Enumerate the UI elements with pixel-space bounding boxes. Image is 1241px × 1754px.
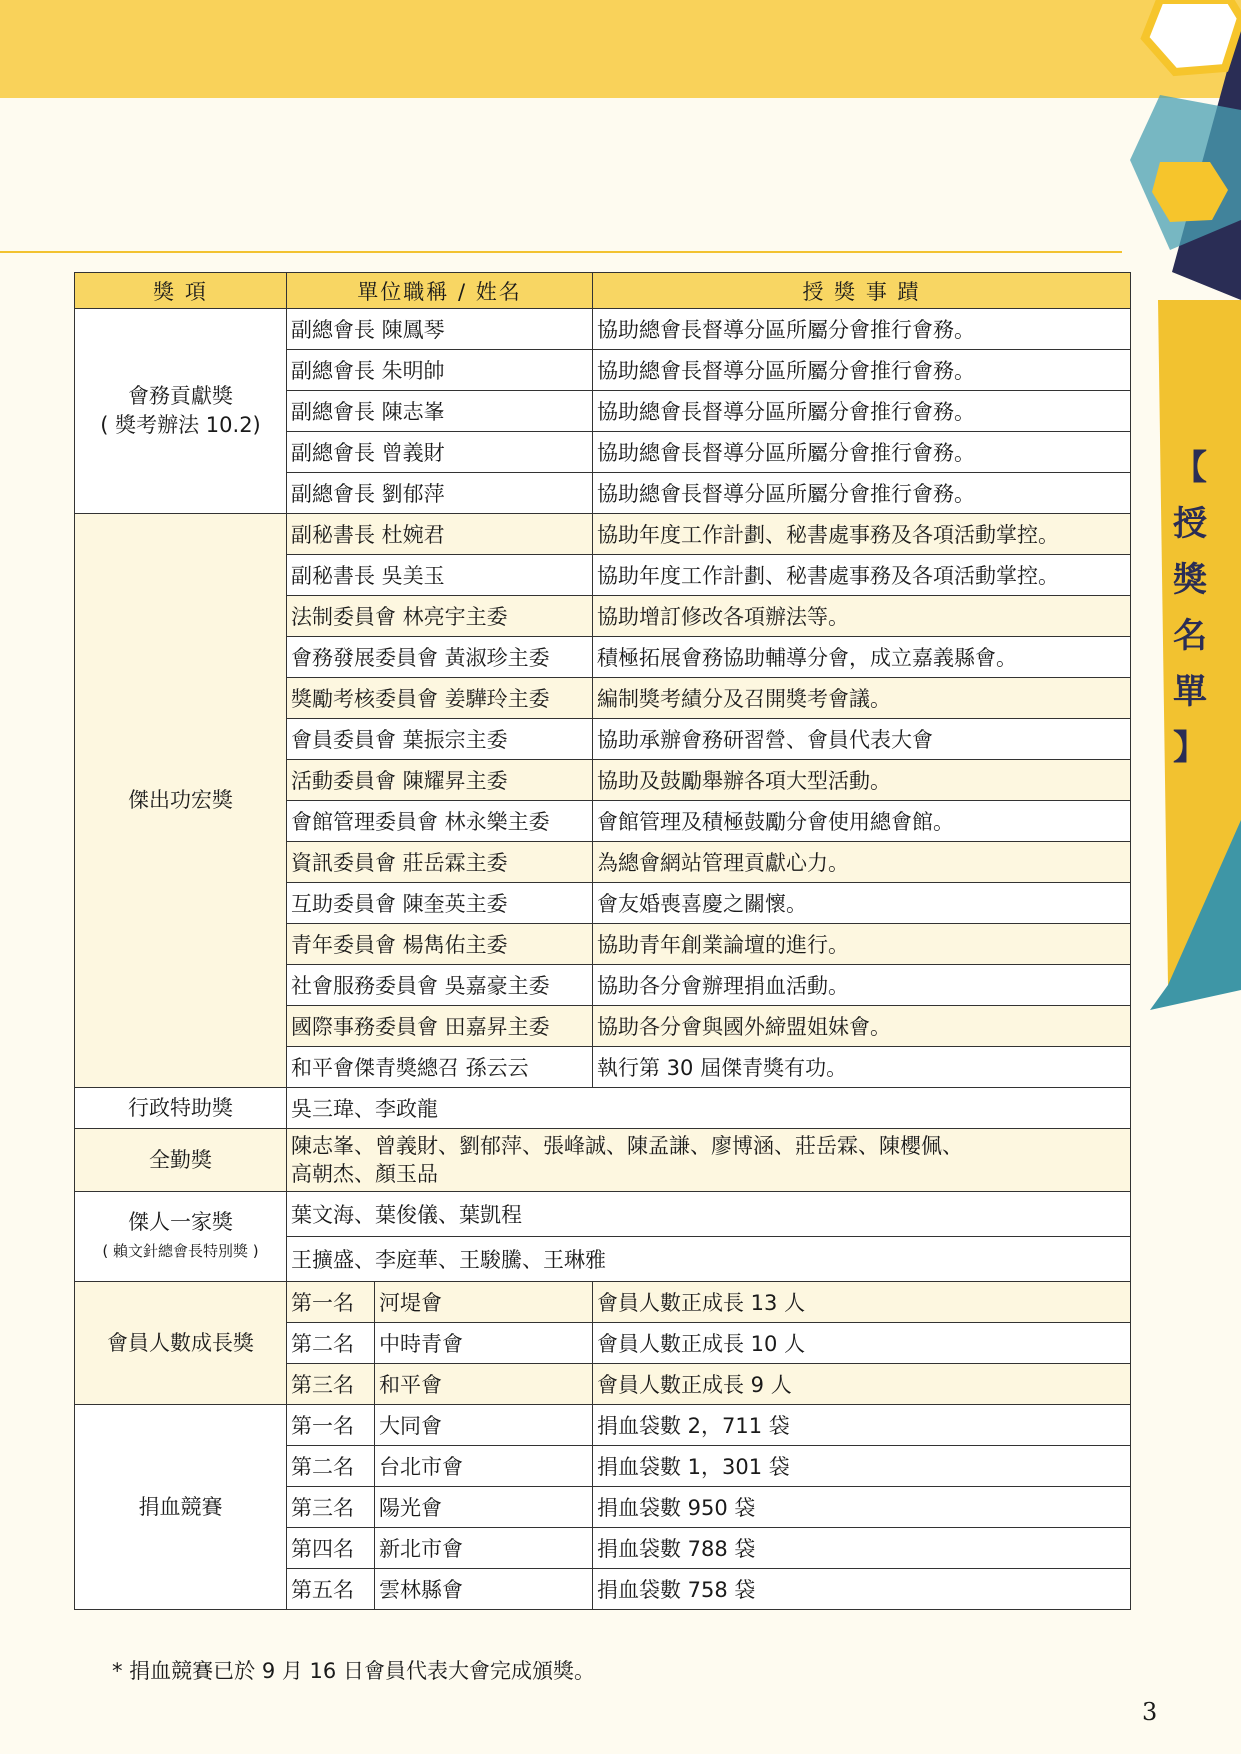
recipient: 副秘書長 杜婉君 xyxy=(287,514,593,555)
result: 捐血袋數 758 袋 xyxy=(593,1569,1131,1610)
table-row xyxy=(75,1405,1131,1446)
deed: 協助年度工作計劃、秘書處事務及各項活動掌控。 xyxy=(593,555,1131,596)
club: 台北市會 xyxy=(375,1446,593,1487)
award-category xyxy=(75,1088,287,1129)
award-category xyxy=(75,514,287,1088)
award-name: 捐血競賽 xyxy=(138,1494,223,1519)
recipient: 資訊委員會 莊岳霖主委 xyxy=(287,842,593,883)
club: 河堤會 xyxy=(375,1282,593,1323)
table-row xyxy=(75,1192,1131,1237)
rank: 第二名 xyxy=(287,1446,375,1487)
club: 雲林縣會 xyxy=(375,1569,593,1610)
recipient: 社會服務委員會 吳嘉豪主委 xyxy=(287,965,593,1006)
award-name: 傑出功宏獎 xyxy=(128,788,233,812)
table-row xyxy=(75,309,1131,350)
header-award: 獎 項 xyxy=(75,273,287,309)
side-title xyxy=(1160,440,1220,776)
footnote: * 捐血競賽已於 9 月 16 日會員代表大會完成頒獎。 xyxy=(112,1659,595,1683)
awards-table xyxy=(74,272,1131,1610)
result: 捐血袋數 1，301 袋 xyxy=(593,1446,1131,1487)
deed: 協助總會長督導分區所屬分會推行會務。 xyxy=(593,432,1131,473)
recipient: 副總會長 曾義財 xyxy=(287,432,593,473)
recipient: 國際事務委員會 田嘉昇主委 xyxy=(287,1006,593,1047)
recipients: 吳三瑋、李政龍 xyxy=(287,1088,1131,1129)
side-title-char: 】 xyxy=(1173,728,1207,768)
rank: 第二名 xyxy=(287,1323,375,1364)
award-name: 會員人數成長獎 xyxy=(107,1330,254,1355)
recipient: 副秘書長 吳美玉 xyxy=(287,555,593,596)
table-header-row xyxy=(75,273,1131,309)
award-category xyxy=(75,1405,287,1610)
table-row xyxy=(75,1129,1131,1192)
award-name: 行政特助獎 xyxy=(128,1095,233,1120)
club: 中時青會 xyxy=(375,1323,593,1364)
result: 捐血袋數 788 袋 xyxy=(593,1528,1131,1569)
deed: 編制獎考績分及召開獎考會議。 xyxy=(593,678,1131,719)
rank: 第一名 xyxy=(287,1405,375,1446)
deed: 為總會網站管理貢獻心力。 xyxy=(593,842,1131,883)
award-category xyxy=(75,309,287,514)
recipient: 會務發展委員會 黃淑珍主委 xyxy=(287,637,593,678)
result: 捐血袋數 2，711 袋 xyxy=(593,1405,1131,1446)
table-row xyxy=(75,1088,1131,1129)
recipients-line: 陳志峯、曾義財、劉郁萍、張峰誠、陳孟謙、廖博涵、莊岳霖、陳櫻佩、 xyxy=(291,1134,963,1158)
recipients-line: 高朝杰、顏玉品 xyxy=(291,1162,438,1186)
award-category xyxy=(75,1129,287,1192)
side-title-char: 獎 xyxy=(1173,560,1207,600)
result: 捐血袋數 950 袋 xyxy=(593,1487,1131,1528)
award-subtitle: ( 賴文針總會長特別獎 ) xyxy=(102,1241,259,1260)
table-row xyxy=(75,1282,1131,1323)
deed: 協助年度工作計劃、秘書處事務及各項活動掌控。 xyxy=(593,514,1131,555)
recipient: 青年委員會 楊雋佑主委 xyxy=(287,924,593,965)
result: 會員人數正成長 13 人 xyxy=(593,1282,1131,1323)
page-number: 3 xyxy=(1142,1698,1158,1726)
rank: 第一名 xyxy=(287,1282,375,1323)
club: 和平會 xyxy=(375,1364,593,1405)
recipients: 葉文海、葉俊儀、葉凱程 xyxy=(287,1192,1131,1237)
award-category xyxy=(75,1282,287,1405)
club: 新北市會 xyxy=(375,1528,593,1569)
recipients xyxy=(287,1129,1131,1192)
deed: 協助總會長督導分區所屬分會推行會務。 xyxy=(593,473,1131,514)
deed: 協助總會長督導分區所屬分會推行會務。 xyxy=(593,391,1131,432)
deed: 協助及鼓勵舉辦各項大型活動。 xyxy=(593,760,1131,801)
recipient: 互助委員會 陳奎英主委 xyxy=(287,883,593,924)
deed: 協助增訂修改各項辦法等。 xyxy=(593,596,1131,637)
recipient: 副總會長 朱明帥 xyxy=(287,350,593,391)
award-category xyxy=(75,1192,287,1282)
result: 會員人數正成長 10 人 xyxy=(593,1323,1131,1364)
deed: 會館管理及積極鼓勵分會使用總會館。 xyxy=(593,801,1131,842)
deed: 積極拓展會務協助輔導分會，成立嘉義縣會。 xyxy=(593,637,1131,678)
side-title-char: 【 xyxy=(1173,448,1207,488)
deed: 協助總會長督導分區所屬分會推行會務。 xyxy=(593,309,1131,350)
recipient: 副總會長 陳鳳琴 xyxy=(287,309,593,350)
table-row xyxy=(75,514,1131,555)
recipient: 和平會傑青獎總召 孫云云 xyxy=(287,1047,593,1088)
deed: 協助青年創業論壇的進行。 xyxy=(593,924,1131,965)
deed: 協助各分會辦理捐血活動。 xyxy=(593,965,1131,1006)
award-name: 傑人一家獎 xyxy=(128,1209,233,1234)
rank: 第三名 xyxy=(287,1487,375,1528)
recipient: 會員委員會 葉振宗主委 xyxy=(287,719,593,760)
yellow-hex-top xyxy=(1145,0,1241,72)
recipient: 會館管理委員會 林永樂主委 xyxy=(287,801,593,842)
rank: 第四名 xyxy=(287,1528,375,1569)
award-subtitle: ( 獎考辦法 10.2) xyxy=(100,413,261,437)
side-title-char: 單 xyxy=(1173,672,1207,712)
rank: 第五名 xyxy=(287,1569,375,1610)
header-deed: 授 獎 事 蹟 xyxy=(593,273,1131,309)
result: 會員人數正成長 9 人 xyxy=(593,1364,1131,1405)
recipient: 副總會長 劉郁萍 xyxy=(287,473,593,514)
rank: 第三名 xyxy=(287,1364,375,1405)
recipient: 獎勵考核委員會 姜驊玲主委 xyxy=(287,678,593,719)
recipient: 副總會長 陳志峯 xyxy=(287,391,593,432)
recipient: 活動委員會 陳耀昇主委 xyxy=(287,760,593,801)
deed: 協助各分會與國外締盟姐妹會。 xyxy=(593,1006,1131,1047)
club: 陽光會 xyxy=(375,1487,593,1528)
recipient: 法制委員會 林亮宇主委 xyxy=(287,596,593,637)
club: 大同會 xyxy=(375,1405,593,1446)
deed: 協助承辦會務研習營、會員代表大會 xyxy=(593,719,1131,760)
deed: 執行第 30 屆傑青獎有功。 xyxy=(593,1047,1131,1088)
award-name: 會務貢獻獎 xyxy=(128,384,233,408)
header-name: 單位職稱 / 姓名 xyxy=(287,273,593,309)
recipients: 王擴盛、李庭華、王駿騰、王琳雅 xyxy=(287,1237,1131,1282)
deed: 協助總會長督導分區所屬分會推行會務。 xyxy=(593,350,1131,391)
deed: 會友婚喪喜慶之關懷。 xyxy=(593,883,1131,924)
side-title-char: 授 xyxy=(1173,504,1207,544)
side-title-char: 名 xyxy=(1173,616,1207,656)
award-name: 全勤獎 xyxy=(149,1147,212,1172)
